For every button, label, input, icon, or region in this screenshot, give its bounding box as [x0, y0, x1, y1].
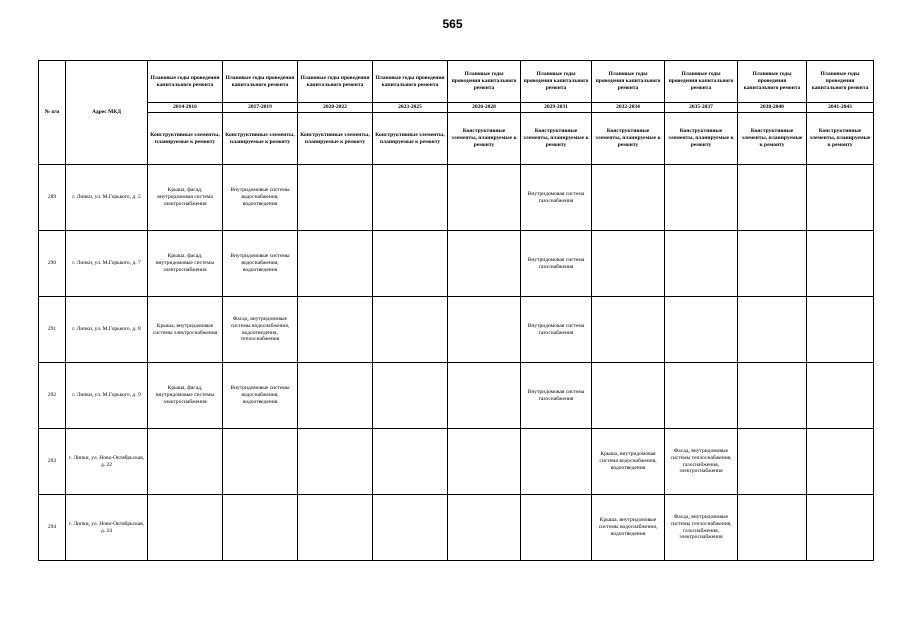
header-row-years — [39, 103, 874, 113]
repair-elements-cell: Внутридомовые системы водоснабжения, водоотведения — [223, 363, 298, 429]
repair-elements-cell: Крыша, внутридомовые системы водоснабжения, водоотведения — [592, 495, 665, 561]
repair-elements-cell — [298, 429, 373, 495]
repair-elements-cell: Внутридомовая система газоснабжения — [521, 165, 592, 231]
repair-elements-cell — [448, 165, 521, 231]
period-title: Плановые годы проведения капитального ремонта — [448, 61, 521, 103]
row-address: г. Липки, ул. Ново-Октябрьская, д. 24 — [66, 495, 148, 561]
repair-elements-cell: Фасад, внутридомовые системы теплоснабжения, газоснабжения, электроснабжения — [665, 495, 738, 561]
repair-elements-cell — [223, 495, 298, 561]
period-elements-header: Конструктивные элементы, планируемые к ремонту — [665, 113, 738, 165]
repair-elements-cell — [807, 363, 874, 429]
repair-elements-cell — [738, 297, 807, 363]
header-row-titles — [39, 61, 874, 103]
header-row-elements — [39, 113, 874, 165]
repair-elements-cell — [448, 297, 521, 363]
repair-elements-cell: Крыша, внутридомовые системы электроснабжения — [148, 297, 223, 363]
repair-elements-cell: Внутридомовая система газоснабжения — [521, 297, 592, 363]
repair-elements-cell — [148, 429, 223, 495]
row-address: г. Липки, ул. Ново-Октябрьская, д. 22 — [66, 429, 148, 495]
repair-elements-cell — [298, 297, 373, 363]
period-elements-header: Конструктивные элементы, планируемые к ремонту — [373, 113, 448, 165]
repair-elements-cell — [807, 165, 874, 231]
repair-elements-cell — [738, 429, 807, 495]
period-years: 2032-2034 — [592, 103, 665, 113]
repair-elements-cell — [373, 495, 448, 561]
period-years: 2026-2028 — [448, 103, 521, 113]
repair-elements-cell: Внутридомовая система газоснабжения — [521, 363, 592, 429]
table-row — [39, 495, 874, 561]
row-address: г. Липки, ул. М.Горького, д. 7 — [66, 231, 148, 297]
repair-elements-cell — [738, 363, 807, 429]
period-title: Плановые годы проведения капитального ремонта — [807, 61, 874, 103]
period-title: Плановые годы проведения капитального ремонта — [223, 61, 298, 103]
repair-elements-cell — [448, 231, 521, 297]
period-years: 2014-2016 — [148, 103, 223, 113]
repair-elements-cell: Фасад, внутридомовые системы теплоснабжения, газоснабжения, электроснабжения — [665, 429, 738, 495]
repair-elements-cell: Крыша, внутридомовая система водоснабжения, водоотведения — [592, 429, 665, 495]
row-number: 293 — [39, 429, 66, 495]
repair-elements-cell — [373, 231, 448, 297]
period-elements-header: Конструктивные элементы, планируемые к ремонту — [738, 113, 807, 165]
period-years: 2029-2031 — [521, 103, 592, 113]
repair-elements-cell — [592, 165, 665, 231]
repair-elements-cell — [373, 297, 448, 363]
period-years: 2023-2025 — [373, 103, 448, 113]
table-row — [39, 429, 874, 495]
repair-elements-cell: Крыша, фасад, внутридомовые системы электроснабжения — [148, 363, 223, 429]
period-title: Плановые годы проведения капитального ремонта — [298, 61, 373, 103]
page-number: 565 — [442, 17, 463, 31]
repair-elements-cell — [298, 363, 373, 429]
period-title: Плановые годы проведения капитального ремонта — [665, 61, 738, 103]
repair-elements-cell — [665, 363, 738, 429]
repair-elements-cell — [738, 231, 807, 297]
period-elements-header: Конструктивные элементы, планируемые к ремонту — [592, 113, 665, 165]
repair-elements-cell: Крыша, фасад, внутридомовые системы электроснабжения — [148, 231, 223, 297]
period-elements-header: Конструктивные элементы, планируемые к ремонту — [807, 113, 874, 165]
repair-elements-cell — [448, 429, 521, 495]
table-row — [39, 165, 874, 231]
repair-elements-cell — [665, 231, 738, 297]
row-address: г. Липки, ул. М.Горького, д. 5 — [66, 165, 148, 231]
num-column-header: № п/п — [39, 61, 66, 165]
repair-elements-cell — [373, 429, 448, 495]
period-years: 2020-2022 — [298, 103, 373, 113]
row-address: г. Липки, ул. М.Горького, д. 8 — [66, 297, 148, 363]
row-address: г. Липки, ул. М.Горького, д. 9 — [66, 363, 148, 429]
repair-elements-cell — [665, 165, 738, 231]
table-row — [39, 363, 874, 429]
repair-elements-cell — [665, 297, 738, 363]
period-elements-header: Конструктивные элементы, планируемые к ремонту — [448, 113, 521, 165]
row-number: 294 — [39, 495, 66, 561]
repair-elements-cell — [807, 429, 874, 495]
period-elements-header: Конструктивные элементы, планируемые к ремонту — [521, 113, 592, 165]
period-elements-header: Конструктивные элементы, планируемые к ремонту — [148, 113, 223, 165]
period-years: 2041-2043 — [807, 103, 874, 113]
period-title: Плановые годы проведения капитального ремонта — [738, 61, 807, 103]
repair-elements-cell — [448, 495, 521, 561]
repair-elements-cell: Крыша, фасад, внутридомовая система электроснабжения — [148, 165, 223, 231]
repair-elements-cell — [298, 231, 373, 297]
repair-elements-cell — [807, 297, 874, 363]
period-title: Плановые годы проведения капитального ремонта — [148, 61, 223, 103]
period-elements-header: Конструктивные элементы, планируемые к ремонту — [298, 113, 373, 165]
period-title: Плановые годы проведения капитального ремонта — [373, 61, 448, 103]
row-number: 289 — [39, 165, 66, 231]
address-column-header: Адрес МКД — [66, 61, 148, 165]
repair-elements-cell: Внутридомовые системы водоснабжения, водоотведения — [223, 231, 298, 297]
row-number: 291 — [39, 297, 66, 363]
period-elements-header: Конструктивные элементы, планируемые к ремонту — [223, 113, 298, 165]
repair-elements-cell: Внутридомовая система газоснабжения — [521, 231, 592, 297]
period-years: 2035-2037 — [665, 103, 738, 113]
repair-elements-cell — [592, 231, 665, 297]
repair-elements-cell: Внутридомовые системы водоснабжения, водоотведения — [223, 165, 298, 231]
repair-elements-cell — [298, 495, 373, 561]
repair-elements-cell — [521, 429, 592, 495]
repair-elements-cell — [592, 363, 665, 429]
repair-elements-cell — [298, 165, 373, 231]
row-number: 290 — [39, 231, 66, 297]
repair-elements-cell — [373, 165, 448, 231]
repair-elements-cell — [738, 165, 807, 231]
repair-elements-cell — [373, 363, 448, 429]
repair-elements-cell — [448, 363, 521, 429]
repair-elements-cell — [521, 495, 592, 561]
repair-elements-cell: Фасад, внутридомовые системы водоснабжения, водоотведения, теплоснабжения — [223, 297, 298, 363]
repair-elements-cell — [223, 429, 298, 495]
capital-repair-table — [38, 60, 874, 561]
period-title: Плановые годы проведения капитального ремонта — [592, 61, 665, 103]
period-title: Плановые годы проведения капитального ремонта — [521, 61, 592, 103]
period-years: 2038-2040 — [738, 103, 807, 113]
repair-elements-cell — [738, 495, 807, 561]
table-row — [39, 231, 874, 297]
row-number: 292 — [39, 363, 66, 429]
repair-elements-cell — [807, 495, 874, 561]
repair-elements-cell — [807, 231, 874, 297]
repair-elements-cell — [148, 495, 223, 561]
period-years: 2017-2019 — [223, 103, 298, 113]
repair-elements-cell — [592, 297, 665, 363]
table-row — [39, 297, 874, 363]
